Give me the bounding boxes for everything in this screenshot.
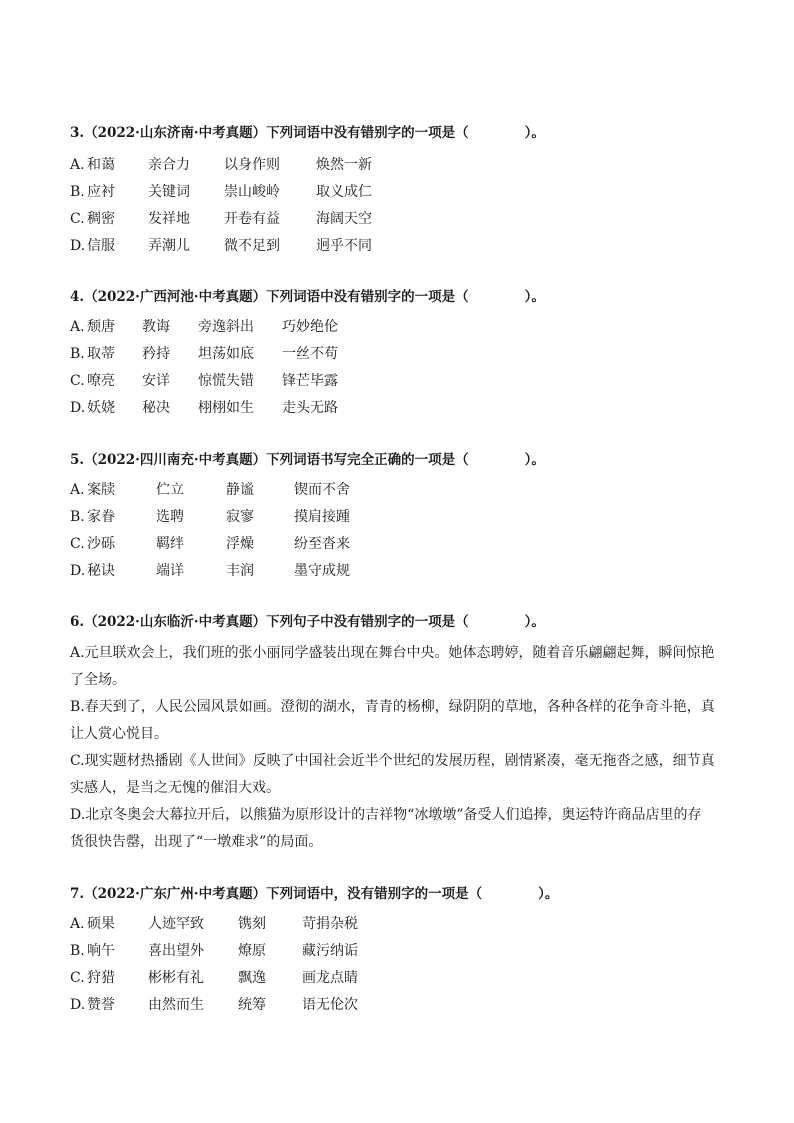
option-label: C. bbox=[70, 536, 85, 552]
option-word: 画龙点睛 bbox=[302, 970, 358, 986]
option-word: 和蔼 bbox=[87, 157, 115, 173]
question-number: 6. bbox=[70, 614, 85, 630]
option-row-a bbox=[70, 477, 730, 504]
option-word: 安详 bbox=[142, 373, 170, 389]
option-word: 迥乎不同 bbox=[316, 238, 372, 254]
option-word: 伫立 bbox=[156, 482, 184, 498]
option-word: 羁绊 bbox=[156, 536, 184, 552]
question-prompt: 下列句子中没有错别字的一项是（ bbox=[266, 614, 469, 630]
option-row-b bbox=[70, 179, 730, 206]
option-row-d bbox=[70, 992, 730, 1019]
paragraph-line: B.春天到了，人民公园风景如画。澄彻的湖水，青青的杨柳，绿阴阴的草地，各种各样的花争奇斗艳，真 bbox=[70, 699, 715, 715]
option-label: A. bbox=[70, 482, 85, 498]
option-word: 赞誉 bbox=[87, 997, 115, 1013]
question-end: ）。 bbox=[524, 452, 545, 468]
option-word: 选聘 bbox=[156, 509, 184, 525]
option-word: 焕然一新 bbox=[316, 157, 372, 173]
question-6 bbox=[70, 613, 730, 856]
paragraph-line: D.北京冬奥会大幕拉开后，以熊猫为原形设计的吉祥物“冰墩墩”备受人们追捧，奥运特许商品店里的存 bbox=[70, 807, 702, 823]
option-row-c bbox=[70, 368, 730, 395]
option-word: 由然而生 bbox=[148, 997, 204, 1013]
option-word: 走头无路 bbox=[282, 400, 338, 416]
option-row-b bbox=[70, 938, 730, 965]
option-word: 静谧 bbox=[226, 482, 254, 498]
question-7 bbox=[70, 885, 730, 1019]
option-word: 秘诀 bbox=[87, 563, 115, 579]
option-row-c bbox=[70, 206, 730, 233]
option-paragraph-d bbox=[70, 802, 730, 856]
option-word: 锋芒毕露 bbox=[282, 373, 338, 389]
option-label: A. bbox=[70, 319, 85, 335]
paragraph-line: 货很快告罄，出现了“一墩难求”的局面。 bbox=[70, 834, 323, 850]
question-source: （2022·四川南充·中考真题） bbox=[84, 452, 267, 468]
option-word: 沙砾 bbox=[87, 536, 115, 552]
question-number: 4. bbox=[70, 289, 85, 305]
option-label: A. bbox=[70, 916, 85, 932]
question-stem bbox=[70, 288, 730, 306]
question-prompt: 下列词语中没有错别字的一项是（ bbox=[266, 289, 469, 305]
option-word: 发祥地 bbox=[148, 211, 190, 227]
option-word: 旁逸斜出 bbox=[198, 319, 254, 335]
option-word: 崇山峻岭 bbox=[224, 184, 280, 200]
option-label: C. bbox=[70, 373, 85, 389]
option-label: C. bbox=[70, 970, 85, 986]
option-row-a bbox=[70, 911, 730, 938]
option-word: 飘逸 bbox=[238, 970, 266, 986]
option-row-c bbox=[70, 531, 730, 558]
option-label: C. bbox=[70, 211, 85, 227]
question-source: （2022·山东济南·中考真题） bbox=[84, 125, 267, 141]
question-end: ）。 bbox=[524, 125, 545, 141]
option-word: 惊慌失错 bbox=[198, 373, 254, 389]
option-word: 秘决 bbox=[142, 400, 170, 416]
option-word: 藏污纳诟 bbox=[302, 943, 358, 959]
option-label: D. bbox=[70, 997, 86, 1013]
option-word: 取义成仁 bbox=[316, 184, 372, 200]
option-word: 坦荡如底 bbox=[198, 346, 254, 362]
paragraph-line: 让人赏心悦目。 bbox=[70, 726, 168, 742]
option-label: B. bbox=[70, 184, 85, 200]
question-stem bbox=[70, 613, 730, 631]
option-word: 丰润 bbox=[226, 563, 254, 579]
question-3 bbox=[70, 124, 730, 260]
option-paragraph-c bbox=[70, 748, 730, 802]
question-source: （2022·山东临沂·中考真题） bbox=[84, 614, 267, 630]
question-number: 3. bbox=[70, 125, 85, 141]
question-number: 5. bbox=[70, 452, 85, 468]
question-source: （2022·广西河池·中考真题） bbox=[84, 289, 267, 305]
option-word: 亲合力 bbox=[148, 157, 190, 173]
question-end: ）。 bbox=[538, 886, 559, 902]
option-word: 狩猎 bbox=[87, 970, 115, 986]
option-label: D. bbox=[70, 400, 86, 416]
option-word: 海阔天空 bbox=[316, 211, 372, 227]
question-stem bbox=[70, 124, 730, 142]
option-word: 家眷 bbox=[87, 509, 115, 525]
option-word: 取蒂 bbox=[87, 346, 115, 362]
option-word: 嘹亮 bbox=[87, 373, 115, 389]
option-word: 案牍 bbox=[87, 482, 115, 498]
option-word: 彬彬有礼 bbox=[148, 970, 204, 986]
question-stem bbox=[70, 885, 730, 903]
option-word: 以身作则 bbox=[224, 157, 280, 173]
option-word: 寂寥 bbox=[226, 509, 254, 525]
option-word: 信服 bbox=[87, 238, 115, 254]
option-row-d bbox=[70, 558, 730, 585]
option-word: 统筹 bbox=[238, 997, 266, 1013]
option-label: D. bbox=[70, 238, 86, 254]
option-word: 栩栩如生 bbox=[198, 400, 254, 416]
option-word: 人迹罕致 bbox=[148, 916, 204, 932]
option-word: 浮燥 bbox=[226, 536, 254, 552]
option-label: D. bbox=[70, 563, 86, 579]
option-label: B. bbox=[70, 943, 85, 959]
option-label: A. bbox=[70, 157, 85, 173]
question-prompt: 下列词语书写完全正确的一项是（ bbox=[266, 452, 469, 468]
option-row-a bbox=[70, 152, 730, 179]
question-stem bbox=[70, 451, 730, 469]
question-end: ）。 bbox=[524, 614, 545, 630]
option-word: 开卷有益 bbox=[224, 211, 280, 227]
option-word: 稠密 bbox=[87, 211, 115, 227]
option-word: 教诲 bbox=[142, 319, 170, 335]
option-word: 微不足到 bbox=[224, 238, 280, 254]
question-5 bbox=[70, 451, 730, 585]
option-label: B. bbox=[70, 509, 85, 525]
option-row-d bbox=[70, 233, 730, 260]
option-row-b bbox=[70, 504, 730, 531]
option-row-c bbox=[70, 965, 730, 992]
option-word: 妖娆 bbox=[87, 400, 115, 416]
option-word: 矜持 bbox=[142, 346, 170, 362]
option-word: 墨守成规 bbox=[294, 563, 350, 579]
option-word: 语无伦次 bbox=[302, 997, 358, 1013]
option-paragraph-a bbox=[70, 640, 730, 694]
paragraph-line: A.元旦联欢会上，我们班的张小丽同学盛装出现在舞台中央。她体态聘婷，随着音乐翩翩起舞，瞬间惊艳 bbox=[70, 645, 715, 661]
question-4 bbox=[70, 288, 730, 422]
option-word: 一丝不苟 bbox=[282, 346, 338, 362]
option-word: 端详 bbox=[156, 563, 184, 579]
option-word: 巧妙绝伦 bbox=[282, 319, 338, 335]
option-word: 关键词 bbox=[148, 184, 190, 200]
option-word: 镌刻 bbox=[238, 916, 266, 932]
question-end: ）。 bbox=[524, 289, 545, 305]
option-word: 应衬 bbox=[87, 184, 115, 200]
option-paragraph-b bbox=[70, 694, 730, 748]
option-row-a bbox=[70, 314, 730, 341]
option-word: 响午 bbox=[87, 943, 115, 959]
option-word: 摸肩接踵 bbox=[294, 509, 350, 525]
paragraph-line: 实感人，是当之无愧的催泪大戏。 bbox=[70, 780, 280, 796]
option-row-d bbox=[70, 395, 730, 422]
option-word: 弄潮儿 bbox=[148, 238, 190, 254]
option-word: 锲而不舍 bbox=[294, 482, 350, 498]
option-word: 纷至沓来 bbox=[294, 536, 350, 552]
question-source: （2022·广东广州·中考真题） bbox=[84, 886, 267, 902]
option-word: 苛捐杂税 bbox=[302, 916, 358, 932]
question-prompt: 下列词语中没有错别字的一项是（ bbox=[266, 125, 469, 141]
question-number: 7. bbox=[70, 886, 85, 902]
paragraph-line: 了全场。 bbox=[70, 672, 126, 688]
option-word: 硕果 bbox=[87, 916, 115, 932]
option-label: B. bbox=[70, 346, 85, 362]
question-prompt: 下列词语中，没有错别字的一项是（ bbox=[266, 886, 483, 902]
option-word: 颓唐 bbox=[87, 319, 115, 335]
option-word: 燎原 bbox=[238, 943, 266, 959]
option-row-b bbox=[70, 341, 730, 368]
paragraph-line: C.现实题材热播剧《人世间》反映了中国社会近半个世纪的发展历程，剧情紧凑，毫无拖沓之感，细节真 bbox=[70, 753, 715, 769]
option-word: 喜出望外 bbox=[148, 943, 204, 959]
